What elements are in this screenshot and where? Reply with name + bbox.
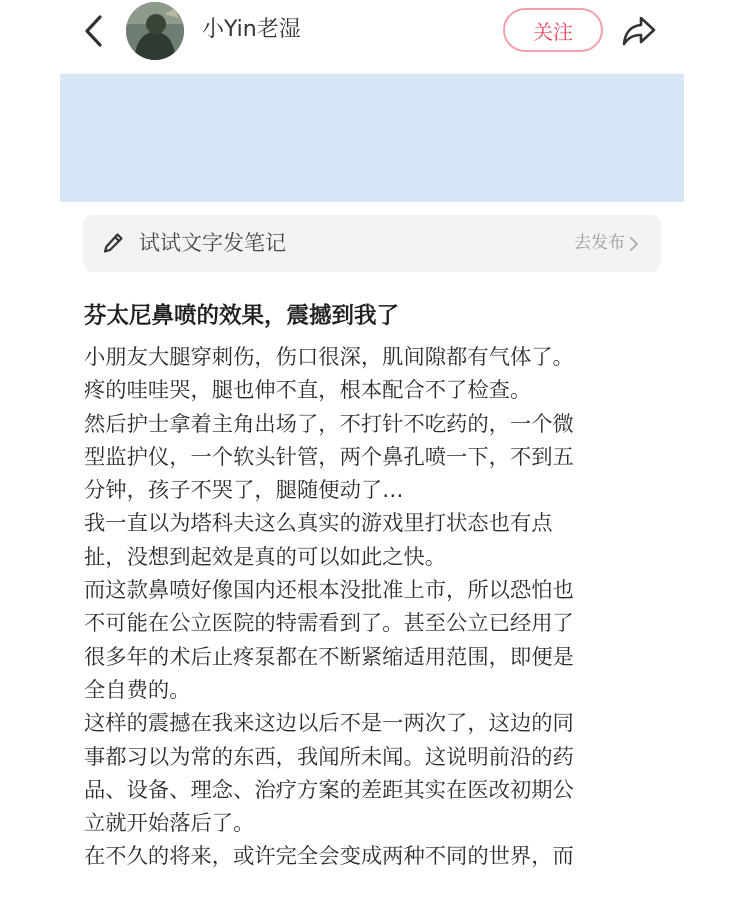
body-line: 这样的震撼在我来这边以后不是一两次了，这边的同 (84, 711, 574, 737)
chevron-left-icon (83, 14, 103, 48)
write-note-prompt: 试试文字发笔记 (139, 231, 286, 255)
body-line: 而这款鼻喷好像国内还根本没批准上市，所以恐怕也 (84, 578, 574, 604)
body-line: 很多年的术后止疼泵都在不断紧缩适用范围，即便是 (84, 644, 574, 670)
body-line: 分钟，孩子不哭了，腿随便动了… (84, 478, 404, 504)
cover-image (60, 74, 684, 202)
body-line: 小朋友大腿穿刺伤，伤口很深，肌间隙都有气体了。 (84, 345, 574, 370)
body-line: 不可能在公立医院的特需看到了。甚至公立已经用了 (84, 611, 574, 637)
body-line: 我一直以为塔科夫这么真实的游戏里打状态也有点 (84, 511, 553, 537)
share-arrow-icon (621, 15, 657, 47)
body-line: 全自费的。 (84, 677, 191, 703)
body-line: 然后护士拿着主角出场了，不打针不吃药的，一个微 (84, 411, 574, 437)
chevron-right-icon (629, 236, 639, 252)
body-line: 扯，没想到起效是真的可以如此之快。 (84, 544, 447, 570)
body-line: 事都习以为常的东西，我闻所未闻。这说明前沿的药 (84, 744, 574, 770)
body-line: 疼的哇哇哭，腿也伸不直，根本配合不了检查。 (84, 378, 532, 404)
back-button[interactable] (78, 12, 108, 50)
body-line: 立就开始落后了。 (84, 811, 255, 837)
top-bar (0, 0, 741, 62)
avatar[interactable] (126, 2, 184, 60)
post-title: 芬太尼鼻喷的效果，震撼到我了 (84, 303, 400, 329)
body-line: 在不久的将来，或许完全会变成两种不同的世界，而 (84, 844, 574, 870)
body-line: 品、设备、理念、治疗方案的差距其实在医改初期公 (84, 777, 574, 803)
publish-link[interactable] (574, 230, 639, 257)
pencil-icon (101, 231, 125, 255)
post-body (84, 341, 664, 874)
body-line: 型监护仪，一个软头针管，两个鼻孔喷一下，不到五 (84, 444, 574, 470)
author-name[interactable]: 小Yin老湿 (202, 17, 301, 42)
write-note-bar[interactable] (83, 215, 661, 272)
share-button[interactable] (618, 10, 660, 52)
publish-label: 去发布 (574, 233, 625, 253)
follow-button[interactable]: 关注 (503, 8, 603, 52)
